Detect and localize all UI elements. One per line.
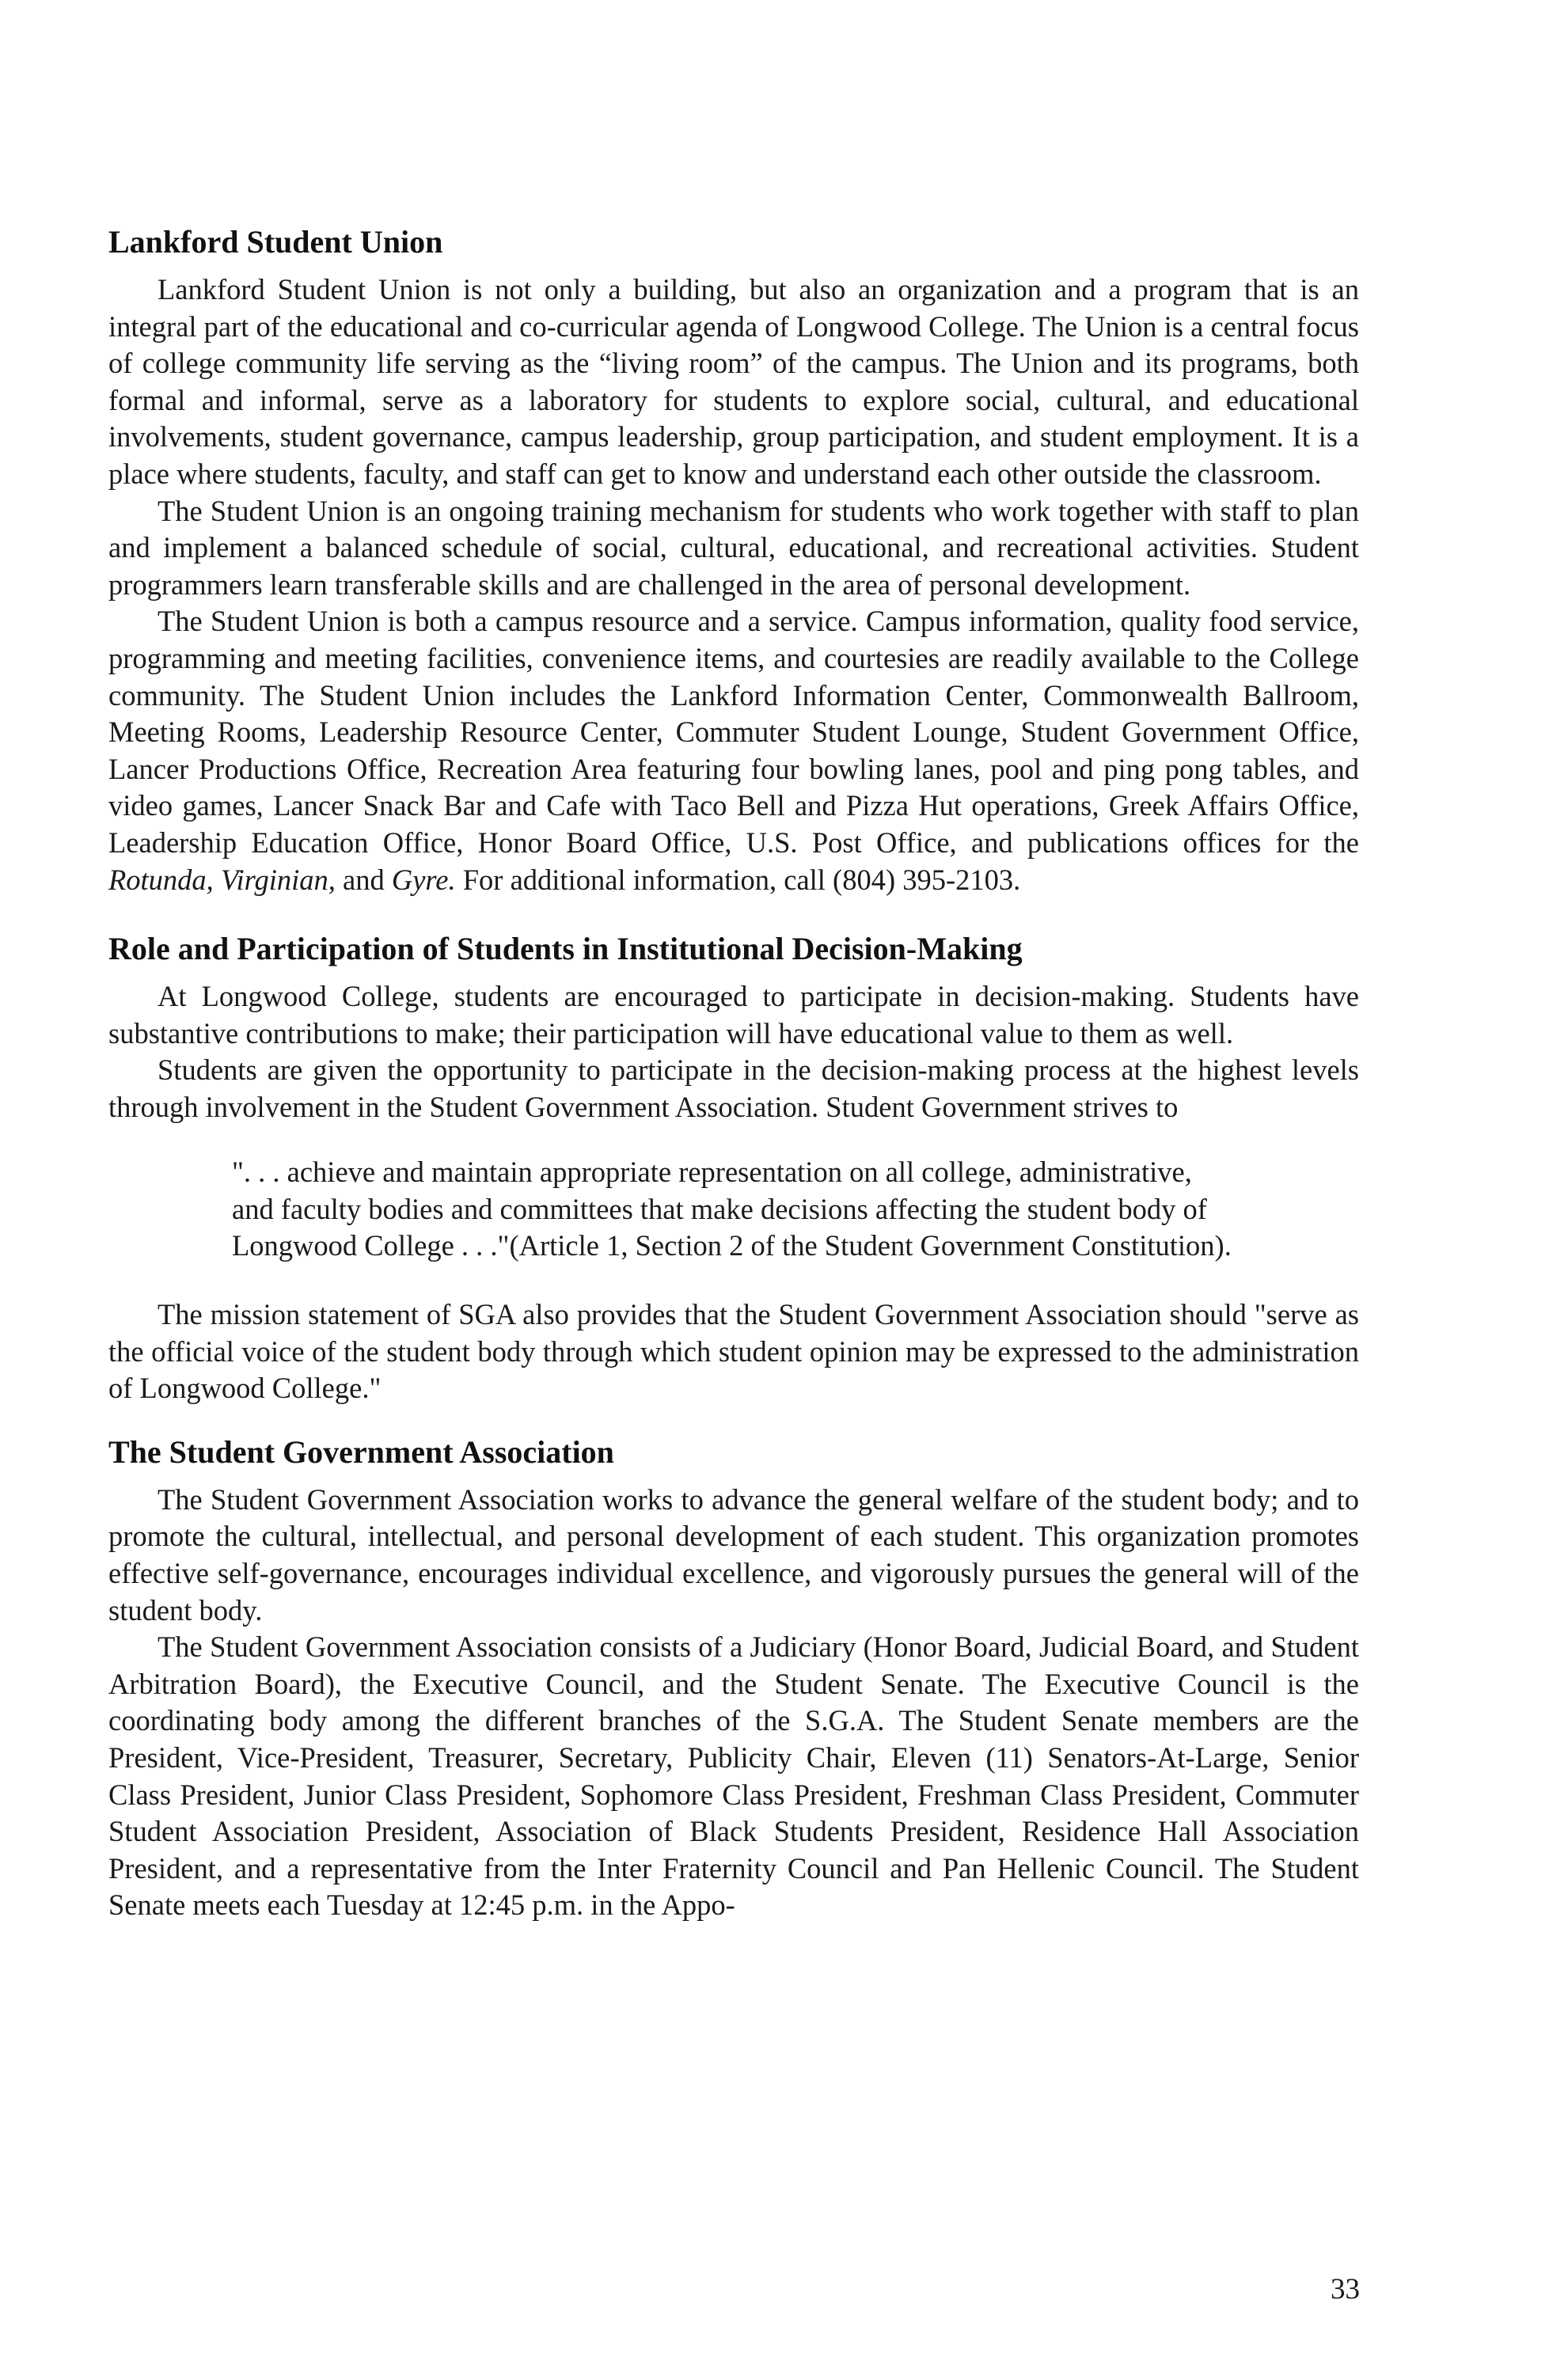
conjunction: and (343, 863, 385, 896)
paragraph-text: For additional information, call (804) 395-2103. (462, 863, 1021, 896)
section-heading-lankford-student-union: Lankford Student Union (108, 224, 443, 260)
paragraph: Lankford Student Union is not only a building, but also an organization and a program that is an integral part of the educational and co-curricular agenda of Longwood College. The Union is a central focus of college community life serving as the “living room” of the campus. The Union and its programs, both formal and informal, serve as a laboratory for students to explore social, cultural, and educational involvements, student governance, campus leadership, group participation, and student employment. It is a place where students, faculty, and staff can get to know and understand each other outside the classroom. (108, 273, 1359, 490)
page-number: 33 (1331, 2273, 1360, 2306)
publication-title: Gyre. (391, 863, 456, 896)
publication-title: Rotunda, (108, 863, 214, 896)
paragraph: At Longwood College, students are encouraged to participate in decision-making. Students have substantive contributions to make; their participation will have educational value to them as well. (108, 980, 1359, 1050)
paragraph: Students are given the opportunity to participate in the decision-making process at the highest levels through involvement in the Student Government Association. Student Government strives to (108, 1053, 1359, 1123)
paragraph-with-publications (108, 603, 1359, 898)
paragraph: The Student Government Association works to advance the general welfare of the student body; and to promote the cultural, intellectual, and personal development of each student. This organization promotes effective self-governance, encourages individual excellence, and vigorously pursues the general will of the student body. (108, 1482, 1359, 1627)
paragraph: The Student Union is an ongoing training mechanism for students who work together with staff to plan and implement a balanced schedule of social, cultural, educational, and recreational activities. Student programmers learn transferable skills and are challenged in the area of personal development. (108, 494, 1359, 601)
section-heading-student-government-association: The Student Government Association (108, 1433, 614, 1470)
section-heading-role-and-participation: Role and Participation of Students in Institutional Decision-Making (108, 931, 1023, 967)
paragraph: The mission statement of SGA also provides that the Student Government Association should "serve as the official voice of the student body through which student opinion may be expressed to the administration of Longwood College." (108, 1297, 1359, 1405)
publication-title: Virginian, (220, 863, 336, 896)
page-body (108, 223, 1359, 1924)
paragraph-text: The Student Union is both a campus resource and a service. Campus information, quality food service, programming and meeting facilities, convenience items, and courtesies are readily available to the College community. The Student Union includes the Lankford Information Center, Commonwealth Ballroom, Meeting Rooms, Leadership Resource Center, Commuter Student Lounge, Student Government Office, Lancer Productions Office, Recreation Area featuring four bowling lanes, pool and ping pong tables, and video games, Lancer Snack Bar and Cafe with Taco Bell and Pizza Hut operations, Greek Affairs Office, Leadership Education Office, Honor Board Office, U.S. Post Office, and publications offices for the (108, 605, 1359, 859)
block-quote: ". . . achieve and maintain appropriate representation on all college, administrative, and faculty bodies and committees that make decisions affecting the student body of Longwood College . . ."(Article 1, Section 2 of the Student Government Constitution). (232, 1156, 1232, 1262)
paragraph: The Student Government Association consists of a Judiciary (Honor Board, Judicial Board, and Student Arbitration Board), the Executive Council, and the Student Senate. The Executive Council is the coordinating body among the different branches of the S.G.A. The Student Senate members are the President, Vice-President, Treasurer, Secretary, Publicity Chair, Eleven (11) Senators-At-Large, Senior Class President, Junior Class President, Sophomore Class President, Freshman Class President, Commuter Student Association President, Association of Black Students President, Residence Hall Association President, and a representative from the Inter Fraternity Council and Pan Hellenic Council. The Student Senate meets each Tuesday at 12:45 p.m. in the Appo- (108, 1630, 1359, 1922)
